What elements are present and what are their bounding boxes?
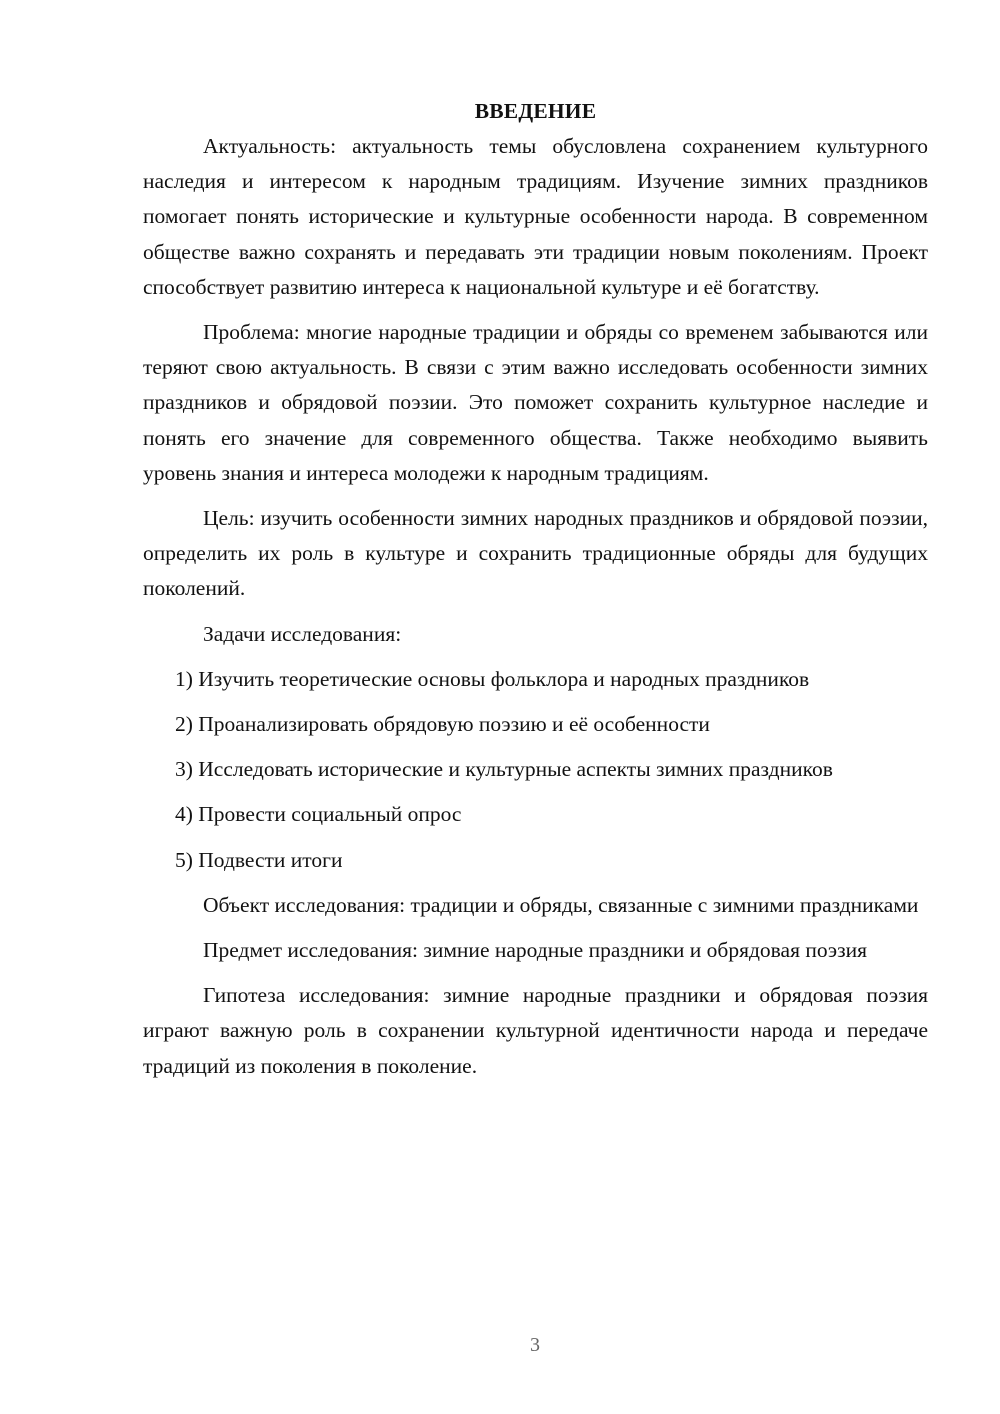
problem-paragraph: Проблема: многие народные традиции и обряды со временем забываются или теряют свою актуальность. В связи с этим важно исследовать особенности зимних праздников и обрядовой поэзии. Это поможет сохранить культурное наследие и понять его значение для современного общества. Также необходимо выявить уровень знания и интереса молодежи к народным традициям. xyxy=(143,320,928,485)
object-paragraph: Объект исследования: традиции и обряды, связанные с зимними праздниками xyxy=(203,892,919,917)
subject-paragraph: Предмет исследования: зимние народные праздники и обрядовая поэзия xyxy=(203,938,867,963)
task-item-4: 4) Провести социальный опрос xyxy=(175,802,462,827)
hypothesis-paragraph: Гипотеза исследования: зимние народные праздники и обрядовая поэзия играют важную роль в сохранении культурной идентичности народа и передаче традиций из поколения в поколение. xyxy=(143,983,928,1078)
goal-paragraph: Цель: изучить особенности зимних народных праздников и обрядовой поэзии, определить их роль в культуре и сохранить традиционные обряды для будущих поколений. xyxy=(143,506,928,601)
section-heading: ВВЕДЕНИЕ xyxy=(474,99,597,123)
tasks-title: Задачи исследования: xyxy=(203,621,402,646)
document-page xyxy=(143,94,928,1084)
relevance-paragraph: Актуальность: актуальность темы обусловлена сохранением культурного наследия и интересом к народным традициям. Изучение зимних праздников помогает понять исторические и культурные особенности народа. В современном обществе важно сохранять и передавать эти традиции новым поколениям. Проект способствует развитию интереса к национальной культуре и её богатству. xyxy=(143,134,928,299)
task-item-3: 3) Исследовать исторические и культурные аспекты зимних праздников xyxy=(175,757,833,782)
task-item-2: 2) Проанализировать обрядовую поэзию и её особенности xyxy=(175,712,710,737)
page-number: 3 xyxy=(530,1334,540,1356)
task-item-5: 5) Подвести итоги xyxy=(175,847,343,872)
task-item-1: 1) Изучить теоретические основы фольклора и народных праздников xyxy=(175,666,810,691)
